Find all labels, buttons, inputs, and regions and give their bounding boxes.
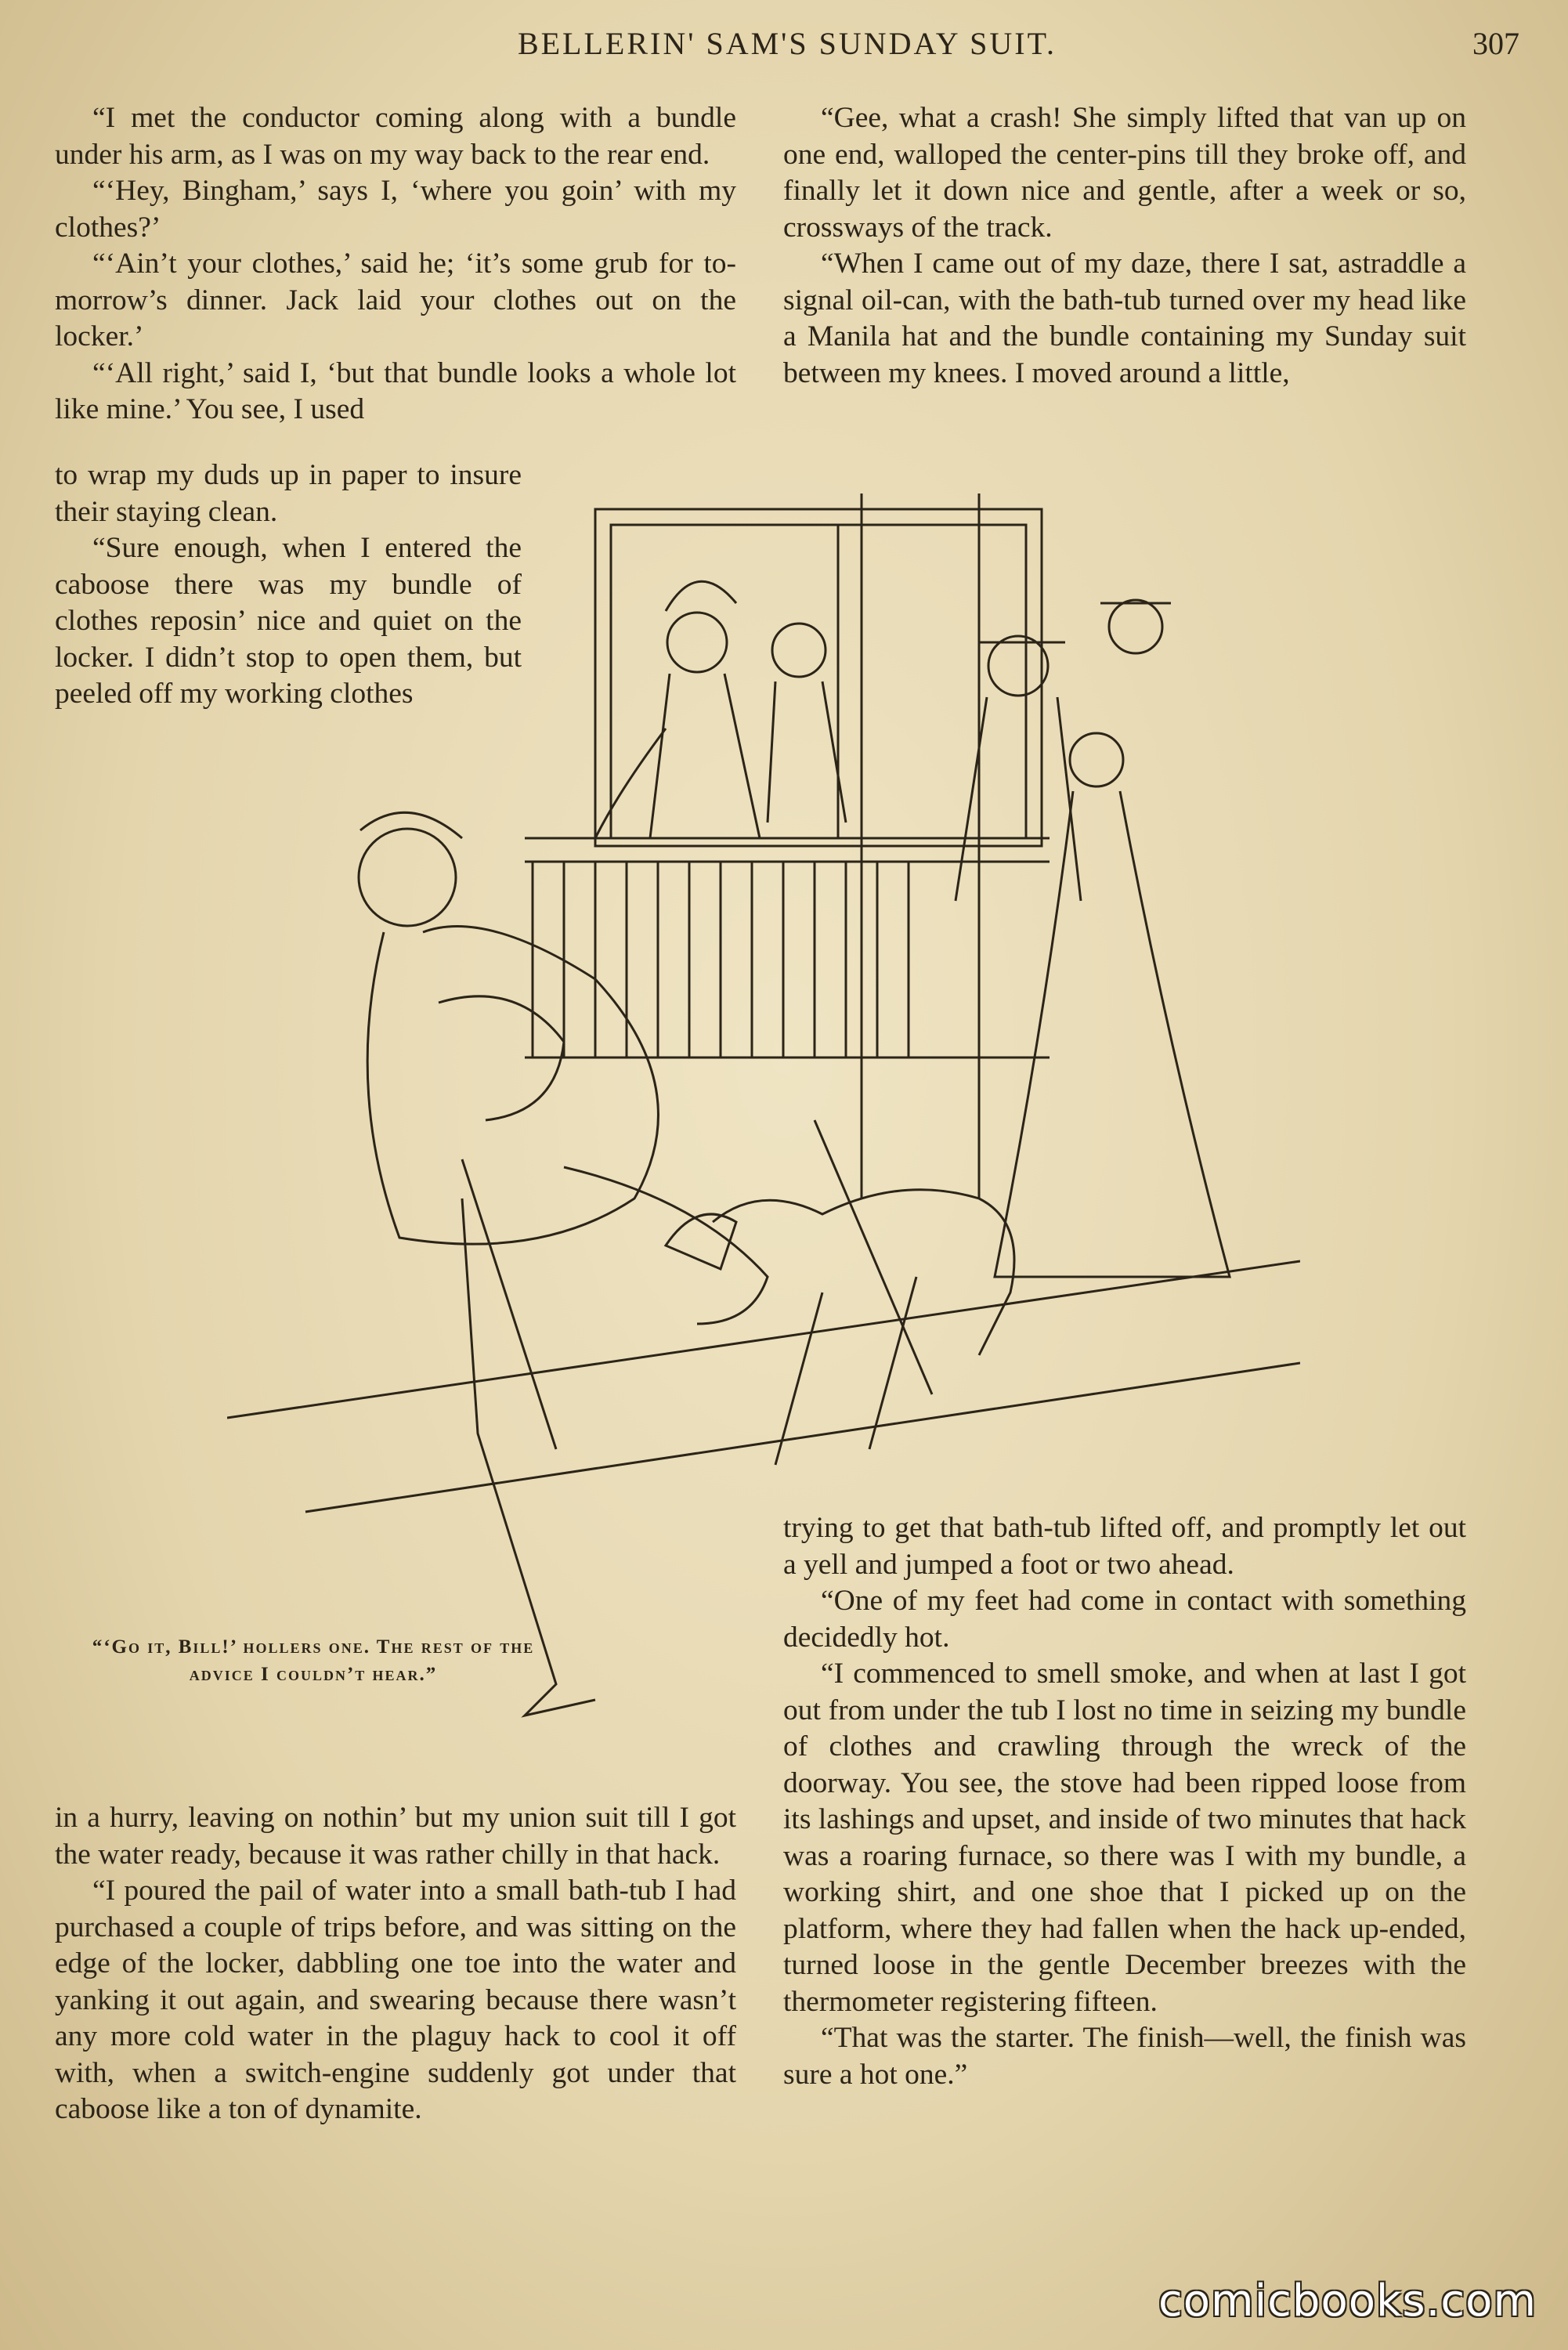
paragraph: “Gee, what a crash! She simply lifted that van up on one end, walloped the center-pins till they broke off, and finally let it down nice and gentle, after a week or so, crossways of the track. (783, 102, 1466, 244)
paragraph: “I met the conductor coming along with a bundle under his arm, as I was on my way back to the rear end. (55, 102, 736, 171)
paragraph: “Sure enough, when I entered the caboose there was my bundle of clothes reposin’ nice and quiet on the locker. I didn’t stop to open them, but peeled off my working clothes (55, 532, 522, 710)
left-column-top (55, 100, 736, 428)
illustration-caption: “‘Go it, Bill!’ hollers one. The rest of the advice I couldn’t hear.” (92, 1636, 535, 1685)
right-column-bottom (783, 1510, 1466, 2093)
paragraph: “That was the starter. The finish—well, the finish was sure a hot one.” (783, 2022, 1466, 2091)
paragraph: “When I came out of my daze, there I sat, astraddle a signal oil-can, with the bath-tub turned over my head like a Manila hat and the bundle containing my Sunday suit between my knees. I moved around a little, (783, 248, 1466, 389)
paragraph: “‘Ain’t your clothes,’ said he; ‘it’s some grub for to-morrow’s dinner. Jack laid your clothes out on the locker.’ (55, 248, 736, 352)
paragraph: in a hurry, leaving on nothin’ but my union suit till I got the water ready, because it was rather chilly in that hack. (55, 1802, 736, 1871)
page-header (55, 25, 1519, 72)
men-and-woman-group-figure (956, 600, 1230, 1277)
doorway-drawing (595, 494, 1042, 1198)
paragraph: “I commenced to smell smoke, and when at last I got out from under the tub I lost no time in seizing my bundle of clothes and crawling through the wreck of the doorway. You see, the stove had been ripped loose from its lashings and upset, and inside of two minutes that hack was a roaring furnace, so there was I with my bundle, a working shirt, and one shoe that I picked up on the platform, where they had fallen when the hack up-ended, turned loose in the gentle December breezes with the thermometer registering fifteen. (783, 1658, 1466, 2018)
floor-drawing (227, 1120, 1300, 1512)
paragraph: “One of my feet had come in contact with something decidedly hot. (783, 1585, 1466, 1654)
watermark: comicbooks.com (1158, 2276, 1537, 2326)
woman-at-window-figure (595, 581, 760, 838)
left-column-bottom (55, 1800, 736, 2128)
page-number: 307 (1472, 26, 1519, 61)
paragraph: trying to get that bath-tub lifted off, and promptly let out a yell and jumped a foot or two ahead. (783, 1512, 1466, 1581)
paragraph: to wrap my duds up in paper to insure their staying clean. (55, 459, 522, 528)
paragraph: “‘Hey, Bingham,’ says I, ‘where you goin’ with my clothes?’ (55, 175, 736, 244)
boy-at-window-figure (768, 624, 846, 822)
running-title: BELLERIN' SAM'S SUNDAY SUIT. (517, 26, 1057, 61)
right-column-top (783, 100, 1466, 392)
paragraph: “I poured the pail of water into a small bath-tub I had purchased a couple of trips before, and was sitting on the edge of the locker, dabbling one toe into the water and yanking it out again, and swearing because there wasn’t any more cold water in the plaguy hack to cool it off with, when a switch-engine suddenly got under that caboose like a ton of dynamite. (55, 1875, 736, 2125)
railing-drawing (525, 838, 1050, 1058)
paragraph: “‘All right,’ said I, ‘but that bundle looks a whole lot like mine.’ You see, I used (55, 356, 736, 425)
